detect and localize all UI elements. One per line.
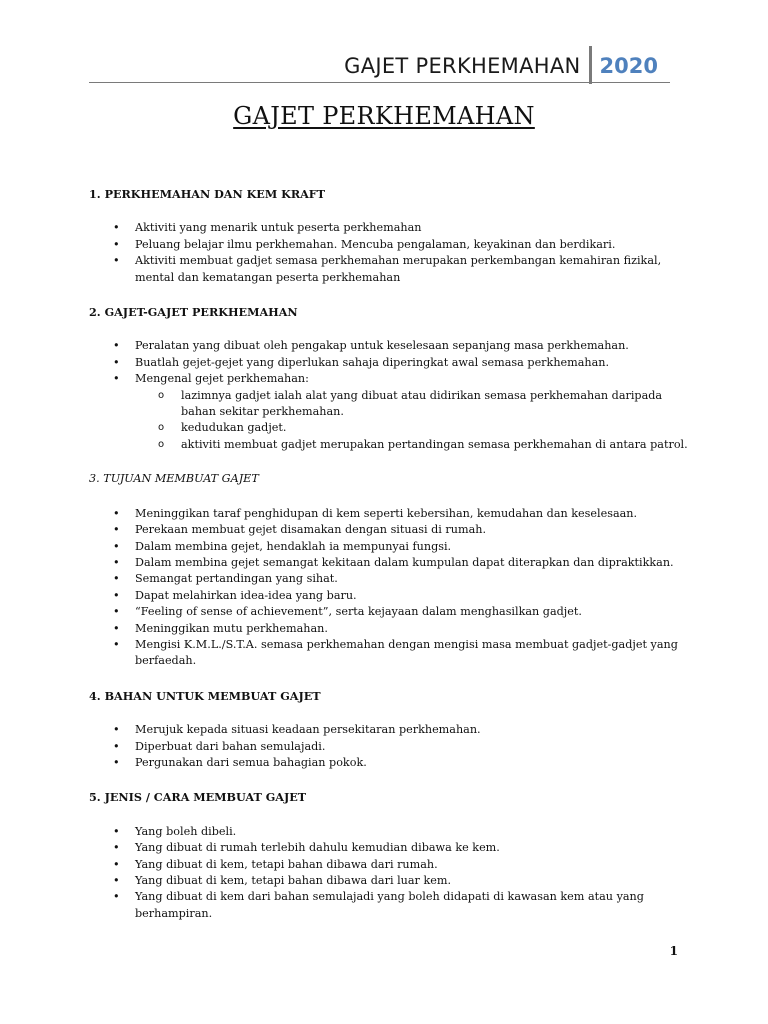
header-title: GAJET PERKHEMAHAN <box>344 54 581 78</box>
list-item: • “Feeling of sense of achievement”, serta kejayaan dalam menghasilkan gadjet. <box>89 604 689 620</box>
page-header <box>344 46 658 82</box>
bullet-list <box>89 824 689 922</box>
list-item <box>89 371 689 453</box>
list-item: • Perekaan membuat gejet disamakan dengan situasi di rumah. <box>89 522 689 538</box>
section-heading: 2. GAJET-GAJET PERKHEMAHAN <box>89 305 298 320</box>
list-item: • Yang dibuat di kem, tetapi bahan dibawa dari luar kem. <box>89 873 689 889</box>
header-year: 2020 <box>599 54 658 78</box>
list-item: • Meninggikan taraf penghidupan di kem seperti kebersihan, kemudahan dan keselesaan. <box>89 506 689 522</box>
bullet-list <box>89 338 689 453</box>
document-body <box>89 186 689 940</box>
list-item: • Yang dibuat di kem dari bahan semulajadi yang boleh didapati di kawasan kem atau yang berhampiran. <box>89 889 689 922</box>
sub-list-item: o kedudukan gadjet. <box>135 420 689 436</box>
list-item-text: Mengenal gejet perkhemahan: <box>135 372 309 386</box>
list-item: • Peluang belajar ilmu perkhemahan. Mencuba pengalaman, keyakinan dan berdikari. <box>89 237 689 253</box>
list-item: • Pergunakan dari semua bahagian pokok. <box>89 755 689 771</box>
list-item: • Aktiviti membuat gadjet semasa perkhemahan merupakan perkembangan kemahiran fizikal, mental dan kematangan peserta perkhemahan <box>89 253 689 286</box>
page-number: 1 <box>669 944 678 958</box>
list-item: • Meninggikan mutu perkhemahan. <box>89 621 689 637</box>
bullet-list <box>89 506 689 670</box>
bullet-list <box>89 722 689 771</box>
list-item: • Semangat pertandingan yang sihat. <box>89 571 689 587</box>
list-item: • Mengisi K.M.L./S.T.A. semasa perkhemahan dengan mengisi masa membuat gadjet-gadjet yang berfaedah. <box>89 637 689 670</box>
list-item: • Yang dibuat di rumah terlebih dahulu kemudian dibawa ke kem. <box>89 840 689 856</box>
document-title: GAJET PERKHEMAHAN <box>233 102 535 130</box>
sub-list <box>135 388 689 454</box>
list-item: • Yang boleh dibeli. <box>89 824 689 840</box>
list-item: • Dapat melahirkan idea-idea yang baru. <box>89 588 689 604</box>
sub-list-item: o lazimnya gadjet ialah alat yang dibuat atau didirikan semasa perkhemahan daripada bahan sekitar perkhemahan. <box>135 388 689 421</box>
list-item: • Buatlah gejet-gejet yang diperlukan sahaja diperingkat awal semasa perkhemahan. <box>89 355 689 371</box>
list-item: • Yang dibuat di kem, tetapi bahan dibawa dari rumah. <box>89 857 689 873</box>
section-heading: 3. TUJUAN MEMBUAT GAJET <box>89 472 259 486</box>
sub-list-item: o aktiviti membuat gadjet merupakan pertandingan semasa perkhemahan di antara patrol. <box>135 437 689 453</box>
bullet-list <box>89 220 689 286</box>
list-item: • Dalam membina gejet semangat kekitaan dalam kumpulan dapat diterapkan dan dipraktikkan. <box>89 555 689 571</box>
list-item: • Peralatan yang dibuat oleh pengakap untuk keselesaan sepanjang masa perkhemahan. <box>89 338 689 354</box>
list-item: • Aktiviti yang menarik untuk peserta perkhemahan <box>89 220 689 236</box>
list-item: • Merujuk kepada situasi keadaan persekitaran perkhemahan. <box>89 722 689 738</box>
list-item: • Dalam membina gejet, hendaklah ia mempunyai fungsi. <box>89 539 689 555</box>
section-heading: 5. JENIS / CARA MEMBUAT GAJET <box>89 790 307 805</box>
list-item: • Diperbuat dari bahan semulajadi. <box>89 739 689 755</box>
header-rule <box>89 82 670 83</box>
section-heading: 4. BAHAN UNTUK MEMBUAT GAJET <box>89 688 321 703</box>
section-heading: 1. PERKHEMAHAN DAN KEM KRAFT <box>89 187 326 201</box>
